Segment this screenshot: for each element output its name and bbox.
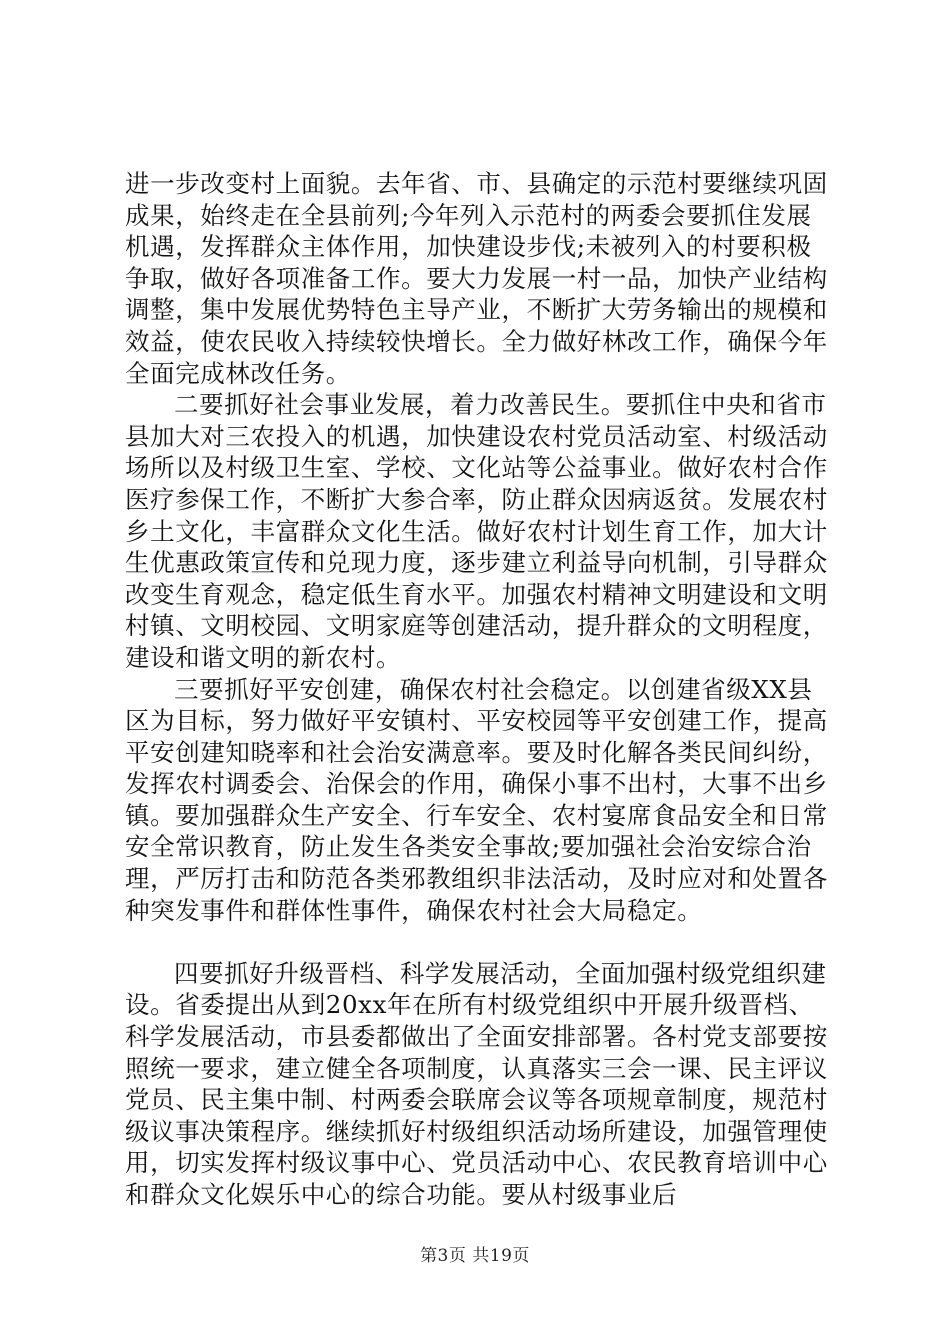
- page-number-footer: 第3页 共19页: [420, 1246, 530, 1266]
- paragraph-party-building: 四要抓好升级晋档、科学发展活动，全面加强村级党组织建设。省委提出从到20xx年在所有村级党组织中开展升级晋档、科学发展活动，市县委都做出了全面安排部署。各村党支部要按照统一要求，建立健全各项制度，认真落实三会一课、民主评议党员、民主集中制、村两委会联席会议等各项规章制度，规范村级议事决策程序。继续抓好村级组织活动场所建设，加强管理使用，切实发挥村级议事中心、党员活动中心、农民教育培训中心和群众文化娱乐中心的综合功能。要从村级事业后: [125, 958, 828, 1209]
- document-body: [125, 168, 830, 1211]
- paragraph-safety-creation: 三要抓好平安创建，确保农村社会稳定。以创建省级XX县区为目标，努力做好平安镇村、平安校园等平安创建工作，提高平安创建知晓率和社会治安满意率。要及时化解各类民间纠纷，发挥农村调委会、治保会的作用，确保小事不出村，大事不出乡镇。要加强群众生产安全、行车安全、农村宴席食品安全和日常安全常识教育，防止发生各类安全事故;要加强社会治安综合治理，严厉打击和防范各类邪教组织非法活动，及时应对和处置各种突发事件和群体性事件，确保农村社会大局稳定。: [125, 674, 828, 925]
- paragraph-social-development: 二要抓好社会事业发展，着力改善民生。要抓住中央和省市县加大对三农投入的机遇，加快建设农村党员活动室、村级活动场所以及村级卫生室、学校、文化站等公益事业。做好农村合作医疗参保工作，不断扩大参合率，防止群众因病返贫。发展农村乡土文化，丰富群众文化生活。做好农村计划生育工作，加大计生优惠政策宣传和兑现力度，逐步建立利益导向机制，引导群众改变生育观念，稳定低生育水平。加强农村精神文明建设和文明村镇、文明校园、文明家庭等创建活动，提升群众的文明程度，建设和谐文明的新农村。: [125, 390, 828, 672]
- paragraph-continuation: 进一步改变村上面貌。去年省、市、县确定的示范村要继续巩固成果，始终走在全县前列;今年列入示范村的两委会要抓住发展机遇，发挥群众主体作用，加快建设步伐;未被列入的村要积极争取，做好各项准备工作。要大力发展一村一品，加快产业结构调整，集中发展优势特色主导产业，不断扩大劳务输出的规模和效益，使农民收入持续较快增长。全力做好林改工作，确保今年全面完成林改任务。: [125, 169, 828, 388]
